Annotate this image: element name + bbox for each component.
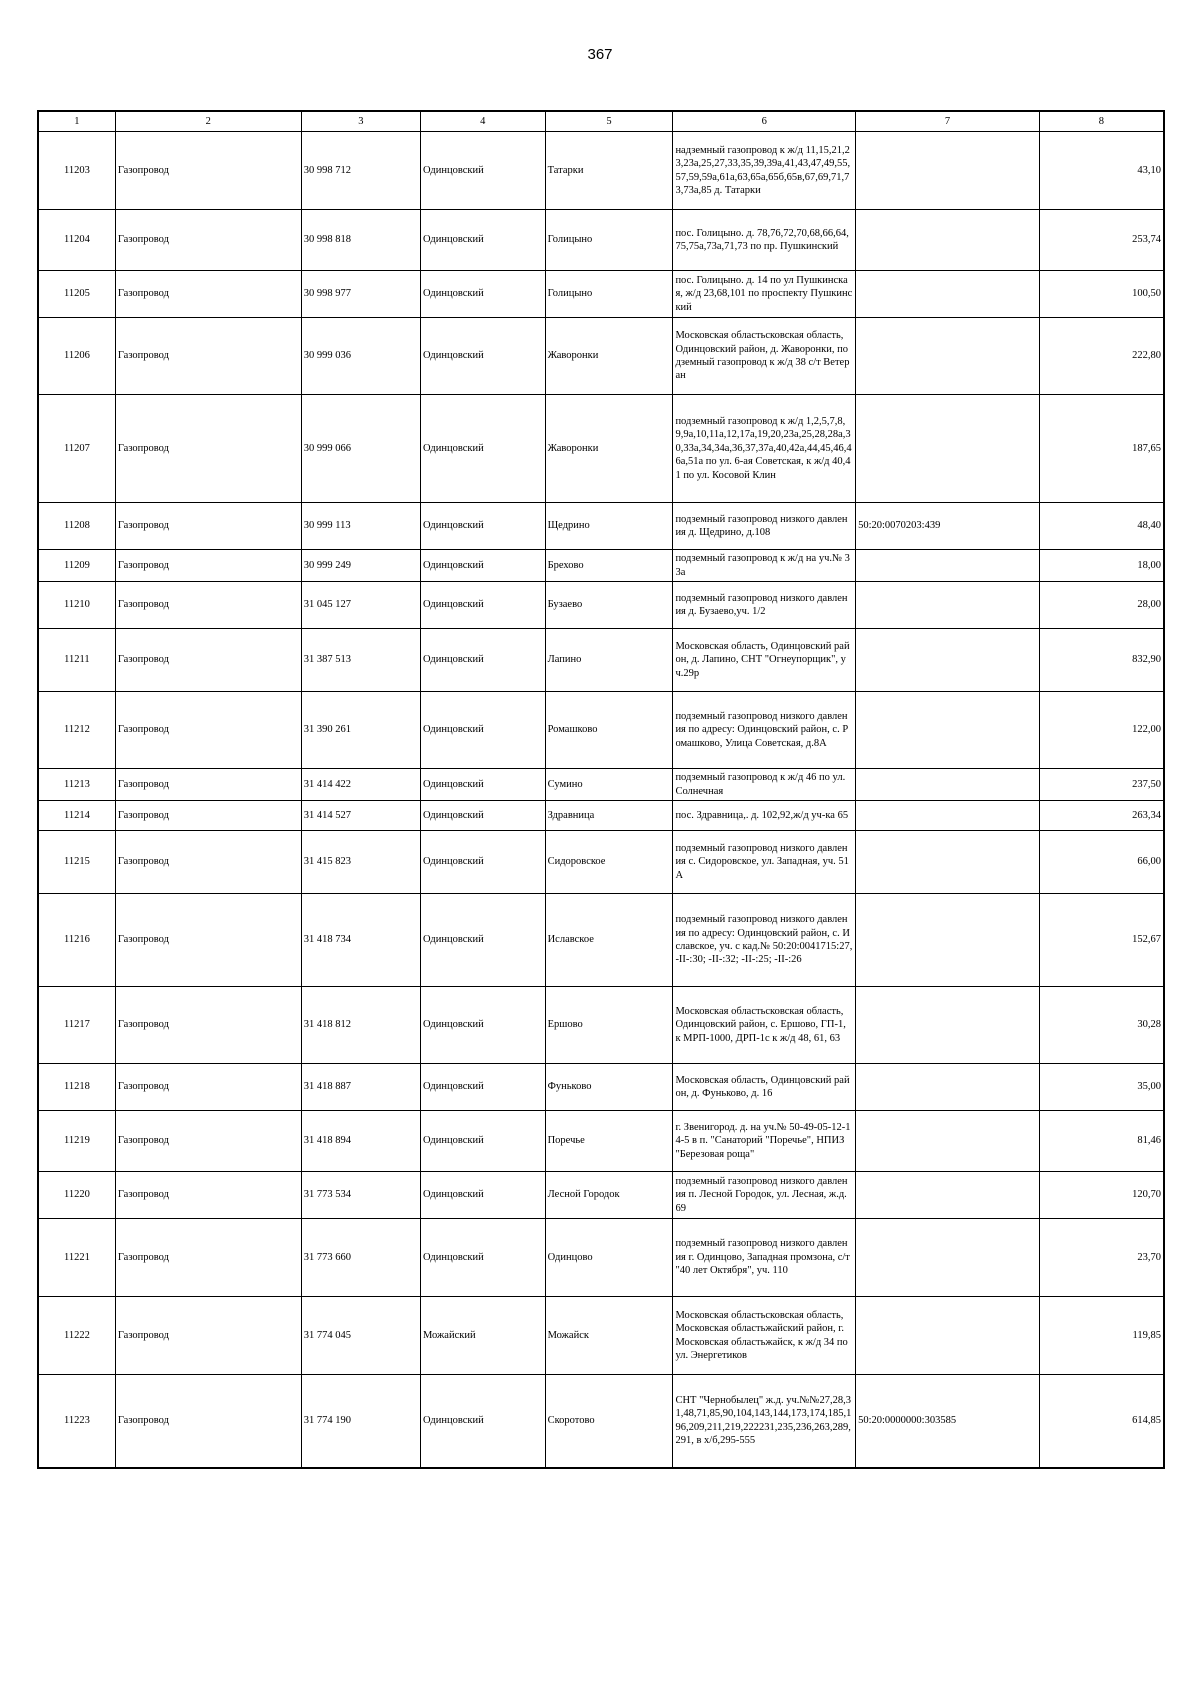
table-row [38,550,1164,582]
column-header: 4 [420,111,545,132]
district-name: Одинцовский [420,582,545,629]
object-code: 30 998 712 [301,132,420,210]
object-type: Газопровод [115,769,301,801]
object-type: Газопровод [115,503,301,550]
table-row [38,132,1164,210]
row-number: 11205 [38,271,115,318]
object-value: 35,00 [1039,1064,1164,1111]
locality-name: Скоротово [545,1375,673,1468]
object-type: Газопровод [115,582,301,629]
locality-name: Фуньково [545,1064,673,1111]
object-description: Московская областьсковская область, Одинцовский район, с. Ершово, ГП-1, к МРП-1000, ДРП-1с к ж/д 48, 61, 63 [673,987,856,1064]
district-name: Одинцовский [420,1219,545,1297]
column-header: 2 [115,111,301,132]
district-name: Одинцовский [420,1064,545,1111]
column-header: 3 [301,111,420,132]
cadastral-number [856,395,1040,503]
cadastral-number [856,831,1040,894]
object-description: пос. Здравница,. д. 102,92,ж/д уч-ка 65 [673,801,856,831]
object-type: Газопровод [115,987,301,1064]
locality-name: Бузаево [545,582,673,629]
object-description: надземный газопровод к ж/д 11,15,21,23,23а,25,27,33,35,39,39а,41,43,47,49,55,57,59,59а,61а,63,65а,65б,65в,67,69,71,73,73а,85 д. Татарки [673,132,856,210]
district-name: Одинцовский [420,395,545,503]
locality-name: Ершово [545,987,673,1064]
row-number: 11221 [38,1219,115,1297]
district-name: Одинцовский [420,801,545,831]
locality-name: Татарки [545,132,673,210]
locality-name: Одинцово [545,1219,673,1297]
object-code: 31 418 812 [301,987,420,1064]
object-code: 31 773 534 [301,1172,420,1219]
row-number: 11204 [38,210,115,271]
object-value: 122,00 [1039,692,1164,769]
object-type: Газопровод [115,271,301,318]
district-name: Одинцовский [420,769,545,801]
column-header: 5 [545,111,673,132]
cadastral-number [856,271,1040,318]
cadastral-number [856,692,1040,769]
object-code: 31 773 660 [301,1219,420,1297]
locality-name: Сидоровское [545,831,673,894]
object-description: Московская область, Одинцовский район, д. Фуньково, д. 16 [673,1064,856,1111]
object-value: 120,70 [1039,1172,1164,1219]
cadastral-number [856,894,1040,987]
cadastral-number [856,801,1040,831]
cadastral-number [856,550,1040,582]
district-name: Одинцовский [420,692,545,769]
object-code: 30 998 977 [301,271,420,318]
table-row [38,582,1164,629]
table-row [38,1375,1164,1468]
object-value: 48,40 [1039,503,1164,550]
table-row [38,629,1164,692]
object-code: 31 418 734 [301,894,420,987]
locality-name: Жаворонки [545,395,673,503]
cadastral-number [856,1111,1040,1172]
object-type: Газопровод [115,831,301,894]
object-value: 263,34 [1039,801,1164,831]
object-value: 222,80 [1039,318,1164,395]
row-number: 11212 [38,692,115,769]
object-type: Газопровод [115,801,301,831]
locality-name: Ромашково [545,692,673,769]
object-description: г. Звенигород. д. на уч.№ 50-49-05-12-14-5 в п. "Санаторий "Поречье", НПИЗ "Березовая роща" [673,1111,856,1172]
district-name: Одинцовский [420,831,545,894]
object-value: 253,74 [1039,210,1164,271]
object-description: подземный газопровод к ж/д на уч.№ 33а [673,550,856,582]
cadastral-number [856,132,1040,210]
locality-name: Иславское [545,894,673,987]
object-code: 31 414 422 [301,769,420,801]
table-row [38,271,1164,318]
district-name: Одинцовский [420,550,545,582]
object-description: пос. Голицыно. д. 14 по ул Пушкинская, ж/д 23,68,101 по проспекту Пушкинский [673,271,856,318]
page-number: 367 [587,46,613,63]
object-value: 66,00 [1039,831,1164,894]
object-value: 614,85 [1039,1375,1164,1468]
object-code: 30 999 066 [301,395,420,503]
object-code: 30 999 036 [301,318,420,395]
row-number: 11218 [38,1064,115,1111]
table-row [38,1219,1164,1297]
object-value: 23,70 [1039,1219,1164,1297]
table-row [38,1064,1164,1111]
cadastral-number [856,582,1040,629]
row-number: 11222 [38,1297,115,1375]
locality-name: Лесной Городок [545,1172,673,1219]
object-value: 18,00 [1039,550,1164,582]
row-number: 11219 [38,1111,115,1172]
row-number: 11207 [38,395,115,503]
table-row [38,503,1164,550]
object-type: Газопровод [115,692,301,769]
district-name: Одинцовский [420,629,545,692]
locality-name: Можайск [545,1297,673,1375]
object-description: Московская областьсковская область, Московская областьжайский район, г. Московская областьжайск, к ж/д 34 по ул. Энергетиков [673,1297,856,1375]
object-description: Московская областьсковская область, Одинцовский район, д. Жаворонки, подземный газопровод к ж/д 38 с/т Ветеран [673,318,856,395]
object-code: 31 414 527 [301,801,420,831]
row-number: 11211 [38,629,115,692]
district-name: Одинцовский [420,503,545,550]
object-value: 30,28 [1039,987,1164,1064]
locality-name: Щедрино [545,503,673,550]
object-description: подземный газопровод к ж/д 1,2,5,7,8,9,9а,10,11а,12,17а,19,20,23а,25,28,28а,30,33а,34,34а,36,37,37а,40,42а,44,45,46,46а,51а по ул. 6-ая Советская, к ж/д 40,41 по ул. Косовой Клин [673,395,856,503]
object-value: 43,10 [1039,132,1164,210]
table-row [38,769,1164,801]
object-type: Газопровод [115,1064,301,1111]
cadastral-number [856,210,1040,271]
object-value: 832,90 [1039,629,1164,692]
district-name: Одинцовский [420,132,545,210]
district-name: Одинцовский [420,210,545,271]
object-type: Газопровод [115,629,301,692]
table-row [38,831,1164,894]
locality-name: Здравница [545,801,673,831]
object-description: подземный газопровод низкого давления д. Бузаево,уч. 1/2 [673,582,856,629]
table-row [38,318,1164,395]
district-name: Одинцовский [420,271,545,318]
object-code: 31 774 045 [301,1297,420,1375]
object-description: подземный газопровод низкого давления д. Щедрино, д.108 [673,503,856,550]
row-number: 11209 [38,550,115,582]
object-value: 237,50 [1039,769,1164,801]
table-row [38,1111,1164,1172]
object-value: 81,46 [1039,1111,1164,1172]
district-name: Одинцовский [420,1111,545,1172]
row-number: 11206 [38,318,115,395]
row-number: 11215 [38,831,115,894]
table-row [38,210,1164,271]
object-code: 31 418 887 [301,1064,420,1111]
district-name: Можайский [420,1297,545,1375]
cadastral-number [856,987,1040,1064]
object-code: 31 387 513 [301,629,420,692]
object-type: Газопровод [115,210,301,271]
object-value: 28,00 [1039,582,1164,629]
row-number: 11203 [38,132,115,210]
table-row [38,1297,1164,1375]
cadastral-number [856,629,1040,692]
locality-name: Лапино [545,629,673,692]
cadastral-number [856,1064,1040,1111]
table-row [38,692,1164,769]
cadastral-number [856,1219,1040,1297]
object-description: подземный газопровод низкого давления п. Лесной Городок, ул. Лесная, ж.д. 69 [673,1172,856,1219]
cadastral-number [856,318,1040,395]
object-code: 31 045 127 [301,582,420,629]
object-code: 31 415 823 [301,831,420,894]
locality-name: Брехово [545,550,673,582]
object-description: подземный газопровод низкого давления по адресу: Одинцовский район, с. Иславское, уч. с кад.№ 50:20:0041715:27, -II-:30; -II-:32; -II-:25; -II-:26 [673,894,856,987]
cadastral-number [856,769,1040,801]
cadastral-number: 50:20:0000000:303585 [856,1375,1040,1468]
district-name: Одинцовский [420,1172,545,1219]
cadastral-number: 50:20:0070203:439 [856,503,1040,550]
locality-name: Сумино [545,769,673,801]
row-number: 11223 [38,1375,115,1468]
object-code: 31 418 894 [301,1111,420,1172]
cadastral-number [856,1172,1040,1219]
object-type: Газопровод [115,1172,301,1219]
column-header: 8 [1039,111,1164,132]
object-type: Газопровод [115,1375,301,1468]
object-description: подземный газопровод низкого давления по адресу: Одинцовский район, с. Ромашково, Улица Советская, д.8А [673,692,856,769]
object-code: 31 774 190 [301,1375,420,1468]
table-row [38,894,1164,987]
object-type: Газопровод [115,1219,301,1297]
locality-name: Голицыно [545,271,673,318]
district-name: Одинцовский [420,987,545,1064]
district-name: Одинцовский [420,1375,545,1468]
object-value: 119,85 [1039,1297,1164,1375]
column-header: 1 [38,111,115,132]
object-description: Московская область, Одинцовский район, д. Лапино, СНТ "Огнеупорщик", уч.29р [673,629,856,692]
header-row [38,111,1164,132]
object-description: СНТ "Чернобылец" ж.д. уч.№№27,28,31,48,71,85,90,104,143,144,173,174,185,196,209,211,219,222231,235,236,263,289,291, в х/б,295-555 [673,1375,856,1468]
district-name: Одинцовский [420,894,545,987]
registry-table [37,110,1165,1469]
object-description: подземный газопровод низкого давления г. Одинцово, Западная промзона, с/т "40 лет Октября", уч. 110 [673,1219,856,1297]
object-description: подземный газопровод низкого давления с. Сидоровское, ул. Западная, уч. 51А [673,831,856,894]
object-value: 100,50 [1039,271,1164,318]
row-number: 11213 [38,769,115,801]
row-number: 11214 [38,801,115,831]
table-row [38,801,1164,831]
object-code: 30 998 818 [301,210,420,271]
object-type: Газопровод [115,318,301,395]
cadastral-number [856,1297,1040,1375]
object-type: Газопровод [115,1111,301,1172]
table-row [38,987,1164,1064]
locality-name: Жаворонки [545,318,673,395]
object-code: 31 390 261 [301,692,420,769]
object-description: подземный газопровод к ж/д 46 по ул. Солнечная [673,769,856,801]
table-row [38,1172,1164,1219]
row-number: 11208 [38,503,115,550]
table-body [38,132,1164,1468]
row-number: 11210 [38,582,115,629]
object-code: 30 999 249 [301,550,420,582]
object-value: 152,67 [1039,894,1164,987]
row-number: 11216 [38,894,115,987]
object-type: Газопровод [115,550,301,582]
object-description: пос. Голицыно. д. 78,76,72,70,68,66,64,75,75а,73а,71,73 по пр. Пушкинский [673,210,856,271]
row-number: 11217 [38,987,115,1064]
object-type: Газопровод [115,132,301,210]
object-code: 30 999 113 [301,503,420,550]
column-header: 7 [856,111,1040,132]
table-row [38,395,1164,503]
district-name: Одинцовский [420,318,545,395]
object-type: Газопровод [115,894,301,987]
row-number: 11220 [38,1172,115,1219]
column-header: 6 [673,111,856,132]
locality-name: Поречье [545,1111,673,1172]
object-type: Газопровод [115,395,301,503]
object-type: Газопровод [115,1297,301,1375]
locality-name: Голицыно [545,210,673,271]
object-value: 187,65 [1039,395,1164,503]
